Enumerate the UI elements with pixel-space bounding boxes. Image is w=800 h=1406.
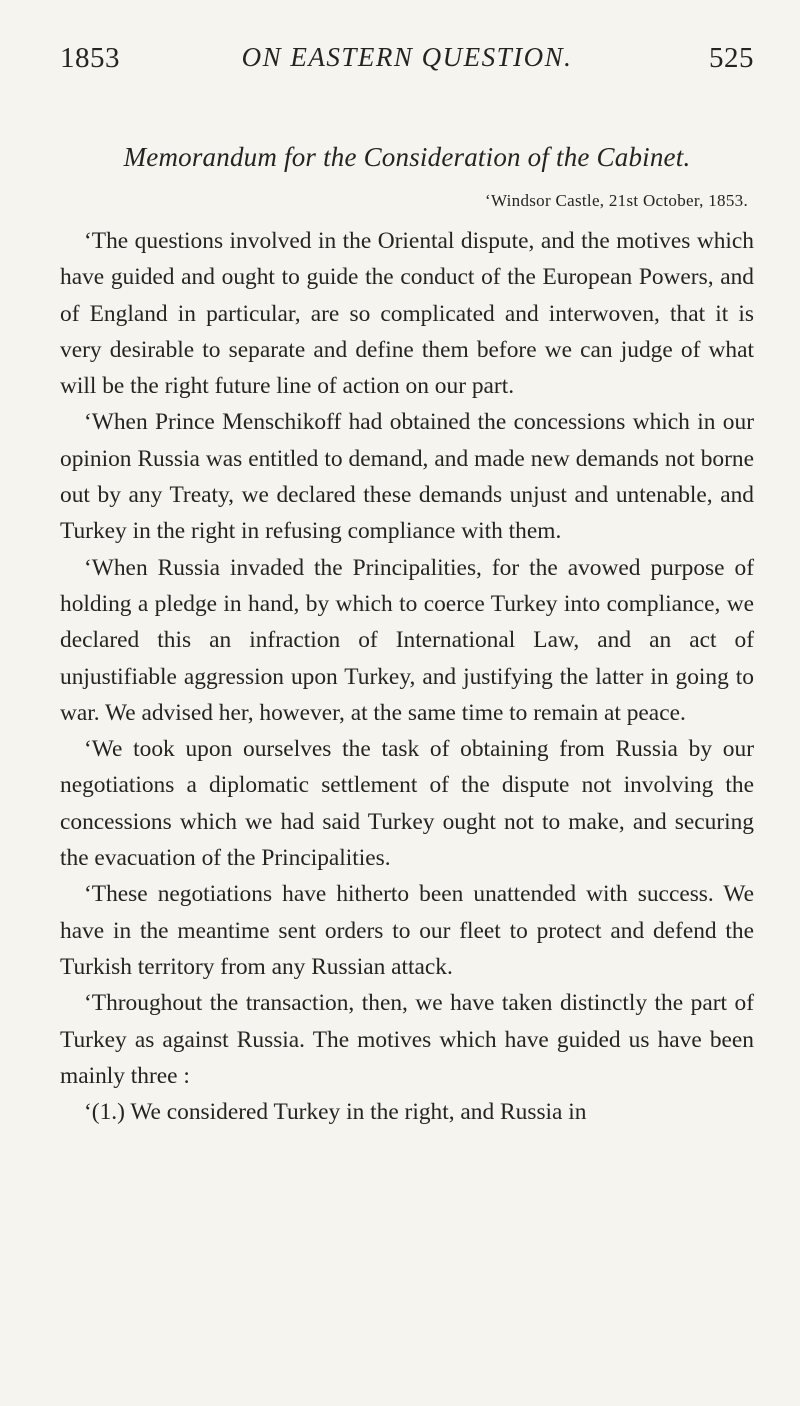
page-number: 525 <box>709 42 754 74</box>
header-year: 1853 <box>60 42 120 74</box>
paragraph: ‘These negotiations have hitherto been unattended with success. We have in the meantime sent orders to our fleet to protect and defend the Turkish territory from any Russian attack. <box>60 881 754 980</box>
paragraph: ‘When Russia invaded the Principalities, for the avowed purpose of holding a pledge in hand, by which to coerce Turkey into compliance, we declared this an infraction of International Law, and an act of unjustifiable aggression upon Turkey, and justifying the latter in going to war. We advised her, however, at the same time to remain at peace. <box>60 554 754 726</box>
paragraph: ‘When Prince Menschikoff had obtained the concessions which in our opinion Russia was entitled to demand, and made new demands not borne out by any Treaty, we declared these demands unjust and untenable, and Turkey in the right in refusing compliance with them. <box>60 409 754 545</box>
dateline: ‘Windsor Castle, 21st October, 1853. <box>485 191 748 210</box>
paragraph: ‘We took upon ourselves the task of obtaining from Russia by our negotiations a diplomatic settlement of the dispute not involving the concessions which we had said Turkey ought not to make, and securing the evacuation of the Principalities. <box>60 736 754 872</box>
body-text <box>60 223 754 1130</box>
paragraph: ‘The questions involved in the Oriental dispute, and the motives which have guided and ought to guide the conduct of the European Powers, and of England in particular, are so complicated and interwoven, that it is very desirable to separate and define them before we can judge of what will be the right future line of action on our part. <box>60 228 754 400</box>
running-head <box>60 42 754 102</box>
paragraph: ‘(1.) We considered Turkey in the right, and Russia in <box>84 1099 587 1126</box>
memorandum-title: Memorandum for the Consideration of the Cabinet. <box>123 142 691 172</box>
paragraph: ‘Throughout the transaction, then, we have taken distinctly the part of Turkey as against Russia. The motives which have guided us have been mainly three : <box>60 990 754 1089</box>
header-title: ON EASTERN QUESTION. <box>241 42 573 72</box>
